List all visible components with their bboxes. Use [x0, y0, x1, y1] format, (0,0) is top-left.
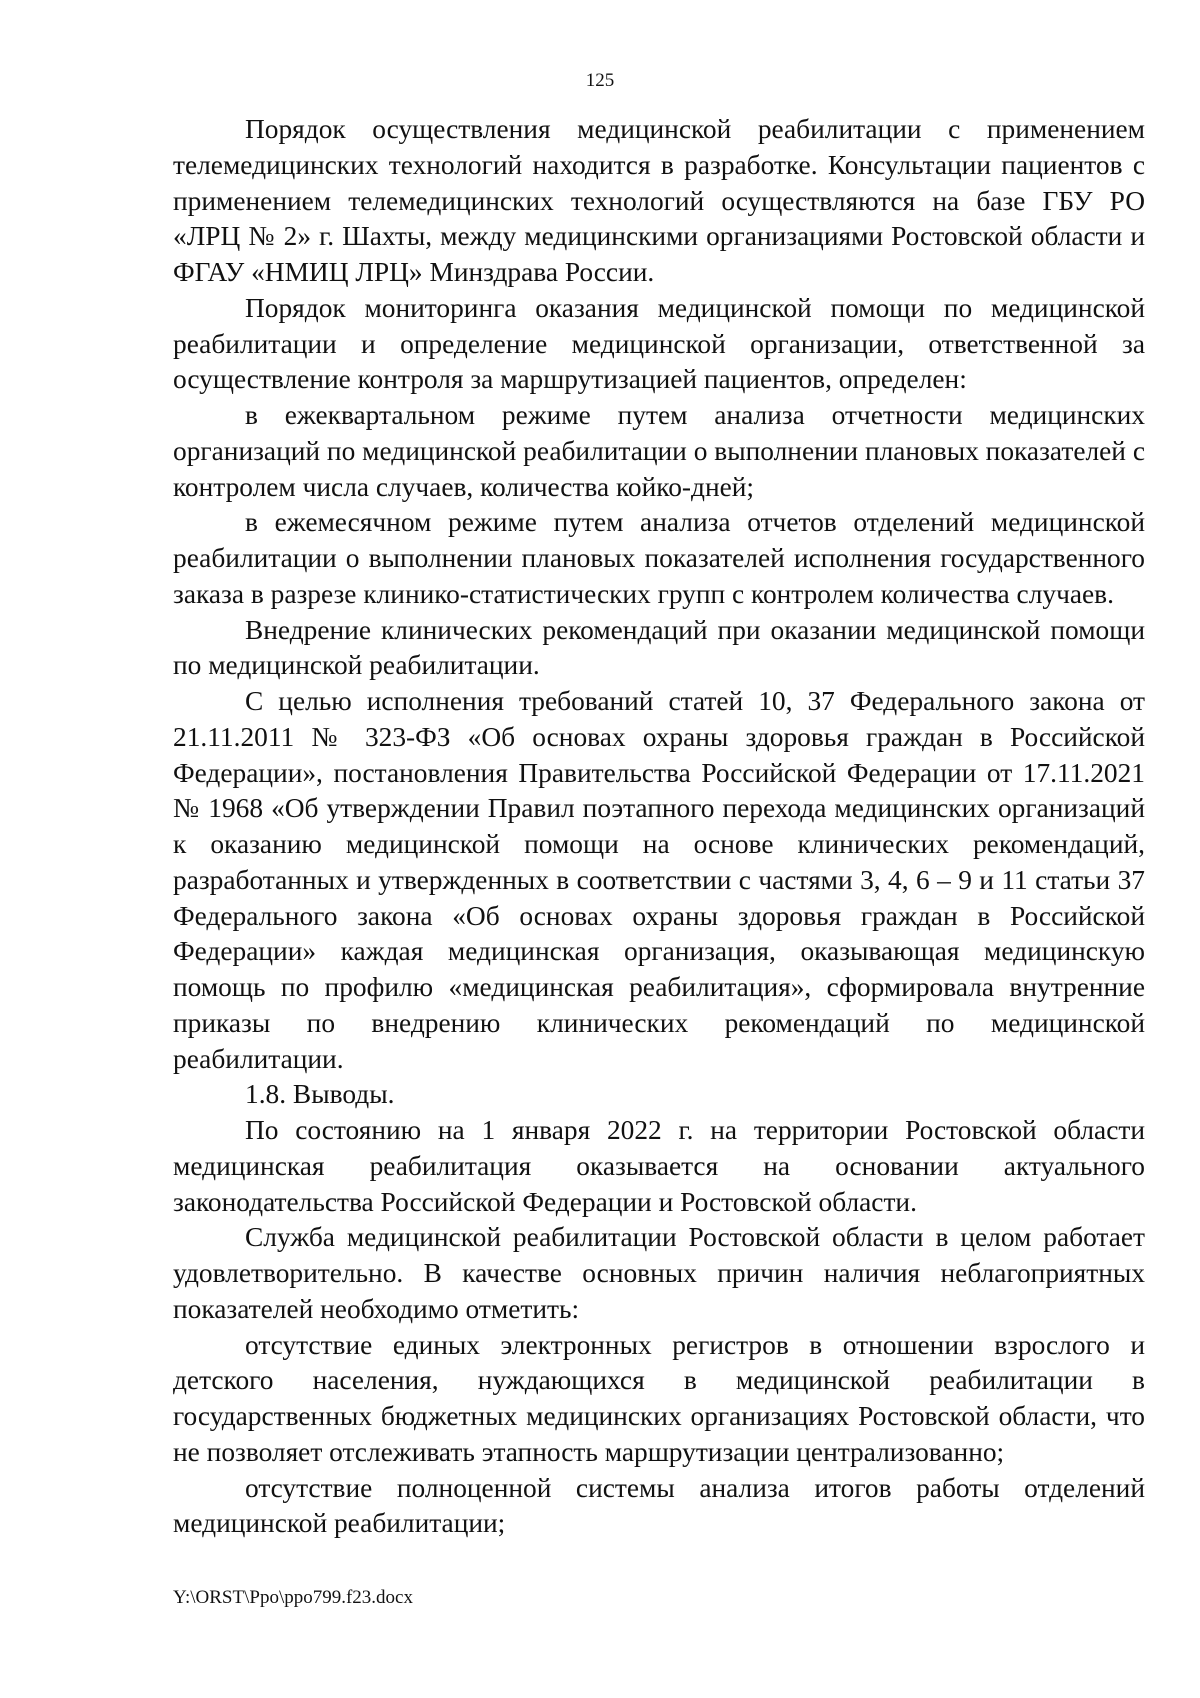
footer-file-path: Y:\ORST\Ppo\ppo799.f23.docx: [173, 1587, 413, 1608]
section-heading-conclusions: 1.8. Выводы.: [245, 1079, 395, 1110]
paragraph-monthly-monitoring: в ежемесячном режиме путем анализа отчетов отделений медицинской реабилитации о выполнении плановых показателей исполнения государственного заказа в разрезе клинико-статистических групп с контролем количества случаев.: [173, 507, 1145, 609]
paragraph-service-assessment: Служба медицинской реабилитации Ростовской области в целом работает удовлетворительно. В качестве основных причин наличия неблагоприятных показателей необходимо отметить:: [173, 1222, 1145, 1324]
paragraph-telemedicine: Порядок осуществления медицинской реабилитации с применением телемедицинских технологий находится в разработке. Консультации пациентов с применением телемедицинских технологий осуществляются на базе ГБУ РО «ЛРЦ № 2» г. Шахты, между медицинскими организациями Ростовской области и ФГАУ «НМИЦ ЛРЦ» Минздрава России.: [173, 114, 1145, 287]
paragraph-no-analysis-system: отсутствие полноценной системы анализа итогов работы отделений медицинской реабилитации;: [173, 1472, 1145, 1539]
document-body: [173, 112, 1145, 1542]
page-number: 125: [585, 70, 615, 91]
paragraph-federal-law: С целью исполнения требований статей 10, 37 Федерального закона от 21.11.2011 № 323-ФЗ «Об основах охраны здоровья граждан в Российской Федерации», постановления Правительства Российской Федерации от 17.11.2021 № 1968 «Об утверждении Правил поэтапного перехода медицинских организаций к оказанию медицинской помощи на основе клинических рекомендаций, разработанных и утвержденных в соответствии с частями 3, 4, 6 – 9 и 11 статьи 37 Федерального закона «Об основах охраны здоровья граждан в Российской Федерации» каждая медицинская организация, оказывающая медицинскую помощь по профилю «медицинская реабилитация», сформировала внутренние приказы по внедрению клинических рекомендаций по медицинской реабилитации.: [173, 686, 1145, 1074]
paragraph-clinical-guidelines-heading: Внедрение клинических рекомендаций при оказании медицинской помощи по медицинской реабилитации.: [173, 614, 1145, 681]
paragraph-quarterly-monitoring: в ежеквартальном режиме путем анализа отчетности медицинских организаций по медицинской реабилитации о выполнении плановых показателей с контролем числа случаев, количества койко-дней;: [173, 400, 1145, 502]
paragraph-status-2022: По состоянию на 1 января 2022 г. на территории Ростовской области медицинская реабилитация оказывается на основании актуального законодательства Российской Федерации и Ростовской области.: [173, 1115, 1145, 1217]
paragraph-monitoring-order: Порядок мониторинга оказания медицинской помощи по медицинской реабилитации и определение медицинской организации, ответственной за осуществление контроля за маршрутизацией пациентов, определен:: [173, 292, 1145, 395]
paragraph-no-registers: отсутствие единых электронных регистров в отношении взрослого и детского населения, нуждающихся в медицинской реабилитации в государственных бюджетных медицинских организациях Ростовской области, что не позволяет отслеживать этапность маршрутизации централизованно;: [173, 1329, 1145, 1467]
